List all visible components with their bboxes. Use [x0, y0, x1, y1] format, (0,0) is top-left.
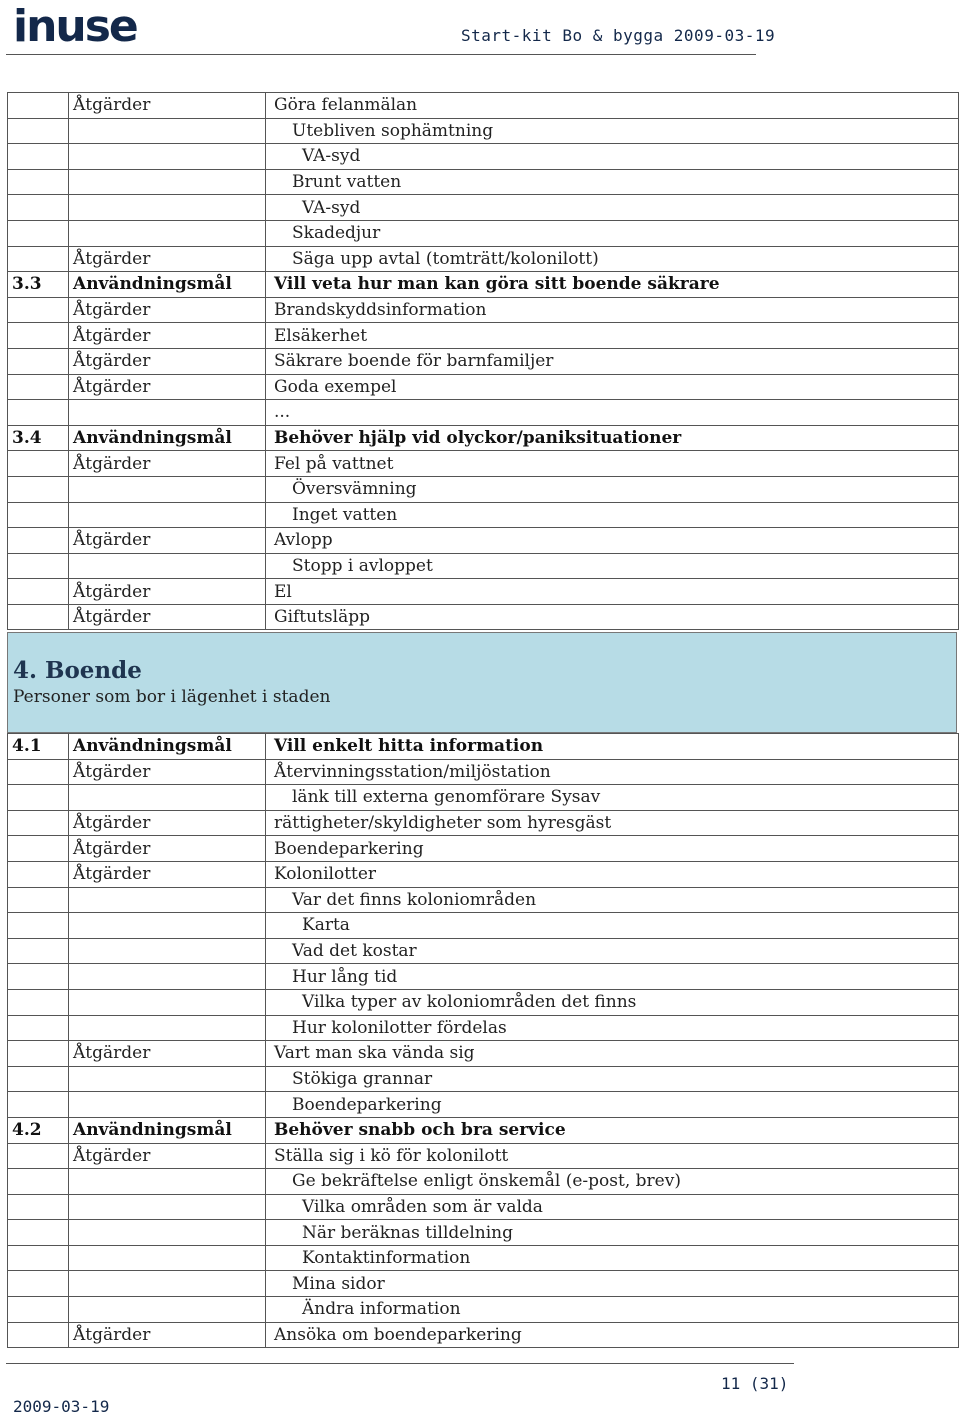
row-text: Hur lång tid — [266, 964, 959, 990]
table-row — [8, 400, 959, 426]
row-type: Åtgärder — [69, 246, 266, 272]
row-type: Åtgärder — [69, 579, 266, 605]
row-text: Inget vatten — [266, 502, 959, 528]
table-row — [8, 374, 959, 400]
table-row — [8, 989, 959, 1015]
row-text: När beräknas tilldelning — [266, 1220, 959, 1246]
row-type — [69, 220, 266, 246]
table-row — [8, 1220, 959, 1246]
row-type: Åtgärder — [69, 861, 266, 887]
row-type — [69, 1066, 266, 1092]
table-row — [8, 1322, 959, 1348]
row-type: Användningsmål — [69, 734, 266, 760]
row-type — [69, 1015, 266, 1041]
row-text: Karta — [266, 913, 959, 939]
row-number — [8, 118, 69, 144]
table-row — [8, 93, 959, 119]
row-type — [69, 1194, 266, 1220]
row-type: Åtgärder — [69, 1041, 266, 1067]
row-number — [8, 1220, 69, 1246]
row-type — [69, 785, 266, 811]
row-type: Åtgärder — [69, 810, 266, 836]
row-text: Kontaktinformation — [266, 1245, 959, 1271]
document-header-title: Start-kit Bo & bygga 2009-03-19 — [461, 26, 776, 45]
row-number — [8, 400, 69, 426]
row-number — [8, 604, 69, 630]
row-text: Vart man ska vända sig — [266, 1041, 959, 1067]
row-text: Brandskyddsinformation — [266, 297, 959, 323]
row-number — [8, 861, 69, 887]
row-text: Behöver hjälp vid olyckor/paniksituationer — [266, 425, 959, 451]
goals-table-4 — [7, 733, 959, 1348]
table-row — [8, 759, 959, 785]
inuse-logo — [13, 2, 137, 52]
section-subtitle: Personer som bor i lägenhet i staden — [13, 687, 331, 707]
table-row — [8, 1169, 959, 1195]
row-text: Mina sidor — [266, 1271, 959, 1297]
row-type — [69, 476, 266, 502]
section-title: 4. Boende — [13, 657, 142, 684]
footer-divider — [6, 1363, 794, 1364]
table-row — [8, 1194, 959, 1220]
row-text: Stökiga grannar — [266, 1066, 959, 1092]
row-number — [8, 1143, 69, 1169]
goals-table-3 — [7, 92, 959, 630]
row-number — [8, 1041, 69, 1067]
row-type — [69, 144, 266, 170]
row-text: Boendeparkering — [266, 1092, 959, 1118]
row-number — [8, 144, 69, 170]
table-row — [8, 528, 959, 554]
row-text: Skadedjur — [266, 220, 959, 246]
row-number — [8, 528, 69, 554]
goal-row — [8, 1117, 959, 1143]
row-type — [69, 1245, 266, 1271]
table-row — [8, 451, 959, 477]
row-number — [8, 1066, 69, 1092]
row-number — [8, 1245, 69, 1271]
row-number — [8, 374, 69, 400]
table-row — [8, 348, 959, 374]
row-type: Åtgärder — [69, 836, 266, 862]
table-row — [8, 195, 959, 221]
row-type — [69, 913, 266, 939]
row-text: VA-syd — [266, 195, 959, 221]
row-number — [8, 476, 69, 502]
goal-row — [8, 734, 959, 760]
row-number: 3.3 — [8, 272, 69, 298]
row-text: Ändra information — [266, 1297, 959, 1323]
goal-row — [8, 425, 959, 451]
row-number — [8, 246, 69, 272]
row-text: länk till externa genomförare Sysav — [266, 785, 959, 811]
row-text: Fel på vattnet — [266, 451, 959, 477]
row-type: Åtgärder — [69, 348, 266, 374]
row-type: Åtgärder — [69, 297, 266, 323]
table-row — [8, 836, 959, 862]
page-number: 11 (31) — [721, 1374, 789, 1393]
table-row — [8, 604, 959, 630]
table-row — [8, 1271, 959, 1297]
table-row — [8, 1143, 959, 1169]
row-number — [8, 989, 69, 1015]
row-type: Åtgärder — [69, 1143, 266, 1169]
row-text: Behöver snabb och bra service — [266, 1117, 959, 1143]
row-type — [69, 1092, 266, 1118]
table-row — [8, 144, 959, 170]
table-row — [8, 1297, 959, 1323]
row-type — [69, 400, 266, 426]
row-type — [69, 1271, 266, 1297]
table-row — [8, 297, 959, 323]
row-type — [69, 553, 266, 579]
row-number — [8, 759, 69, 785]
row-number — [8, 502, 69, 528]
row-number — [8, 1297, 69, 1323]
row-text: Hur kolonilotter fördelas — [266, 1015, 959, 1041]
row-type: Användningsmål — [69, 272, 266, 298]
row-text: rättigheter/skyldigheter som hyresgäst — [266, 810, 959, 836]
row-number — [8, 1092, 69, 1118]
row-text: Översvämning — [266, 476, 959, 502]
row-number — [8, 348, 69, 374]
table-row — [8, 169, 959, 195]
table-row — [8, 246, 959, 272]
row-text: Giftutsläpp — [266, 604, 959, 630]
row-type — [69, 1169, 266, 1195]
table-row — [8, 1066, 959, 1092]
row-type — [69, 1220, 266, 1246]
logo-text: inuse — [13, 1, 137, 52]
table-row — [8, 118, 959, 144]
table-row — [8, 1245, 959, 1271]
row-text: Elsäkerhet — [266, 323, 959, 349]
table-row — [8, 887, 959, 913]
row-number: 3.4 — [8, 425, 69, 451]
row-text: Vilka typer av koloniområden det finns — [266, 989, 959, 1015]
row-text: Avlopp — [266, 528, 959, 554]
row-type — [69, 938, 266, 964]
table-row — [8, 579, 959, 605]
table-row — [8, 810, 959, 836]
row-text: Ge bekräftelse enligt önskemål (e-post, brev) — [266, 1169, 959, 1195]
row-number — [8, 220, 69, 246]
row-number — [8, 836, 69, 862]
row-number — [8, 964, 69, 990]
table-row — [8, 1041, 959, 1067]
row-text: Ansöka om boendeparkering — [266, 1322, 959, 1348]
row-text: ... — [266, 400, 959, 426]
row-text: Brunt vatten — [266, 169, 959, 195]
row-type — [69, 964, 266, 990]
row-number — [8, 1015, 69, 1041]
row-type — [69, 195, 266, 221]
row-type: Åtgärder — [69, 374, 266, 400]
row-text: Återvinningsstation/miljöstation — [266, 759, 959, 785]
row-text: VA-syd — [266, 144, 959, 170]
row-number — [8, 553, 69, 579]
row-text: Kolonilotter — [266, 861, 959, 887]
row-number — [8, 297, 69, 323]
row-type: Åtgärder — [69, 1322, 266, 1348]
row-number — [8, 579, 69, 605]
row-type — [69, 887, 266, 913]
row-type: Åtgärder — [69, 451, 266, 477]
row-type: Användningsmål — [69, 425, 266, 451]
row-text: Vad det kostar — [266, 938, 959, 964]
row-type: Åtgärder — [69, 604, 266, 630]
table-row — [8, 913, 959, 939]
row-type — [69, 989, 266, 1015]
row-text: El — [266, 579, 959, 605]
row-type: Åtgärder — [69, 528, 266, 554]
row-number — [8, 195, 69, 221]
footer-date: 2009-03-19 — [13, 1397, 110, 1416]
table-row — [8, 861, 959, 887]
row-text: Stopp i avloppet — [266, 553, 959, 579]
row-type — [69, 118, 266, 144]
row-text: Säga upp avtal (tomträtt/kolonilott) — [266, 246, 959, 272]
header-divider — [6, 54, 756, 55]
row-type: Åtgärder — [69, 93, 266, 119]
row-type: Användningsmål — [69, 1117, 266, 1143]
row-type: Åtgärder — [69, 759, 266, 785]
table-row — [8, 938, 959, 964]
row-number — [8, 169, 69, 195]
row-number — [8, 1271, 69, 1297]
table-row — [8, 553, 959, 579]
table-row — [8, 323, 959, 349]
row-number — [8, 451, 69, 477]
row-type — [69, 169, 266, 195]
row-text: Vilka områden som är valda — [266, 1194, 959, 1220]
row-text: Goda exempel — [266, 374, 959, 400]
row-number — [8, 938, 69, 964]
row-number: 4.1 — [8, 734, 69, 760]
goal-row — [8, 272, 959, 298]
row-text: Säkrare boende för barnfamiljer — [266, 348, 959, 374]
table-row — [8, 1015, 959, 1041]
table-row — [8, 964, 959, 990]
row-number — [8, 913, 69, 939]
row-text: Boendeparkering — [266, 836, 959, 862]
row-text: Vill enkelt hitta information — [266, 734, 959, 760]
row-number — [8, 785, 69, 811]
row-text: Var det finns koloniområden — [266, 887, 959, 913]
row-number — [8, 323, 69, 349]
row-number — [8, 1194, 69, 1220]
row-type — [69, 1297, 266, 1323]
table-row — [8, 1092, 959, 1118]
row-text: Göra felanmälan — [266, 93, 959, 119]
table-row — [8, 220, 959, 246]
row-number — [8, 1169, 69, 1195]
row-text: Vill veta hur man kan göra sitt boende säkrare — [266, 272, 959, 298]
table-row — [8, 785, 959, 811]
row-number — [8, 810, 69, 836]
row-number — [8, 1322, 69, 1348]
table-row — [8, 476, 959, 502]
row-number: 4.2 — [8, 1117, 69, 1143]
row-number — [8, 887, 69, 913]
row-type — [69, 502, 266, 528]
row-text: Utebliven sophämtning — [266, 118, 959, 144]
row-number — [8, 93, 69, 119]
table-row — [8, 502, 959, 528]
row-type: Åtgärder — [69, 323, 266, 349]
section-4-banner — [7, 632, 957, 733]
row-text: Ställa sig i kö för kolonilott — [266, 1143, 959, 1169]
